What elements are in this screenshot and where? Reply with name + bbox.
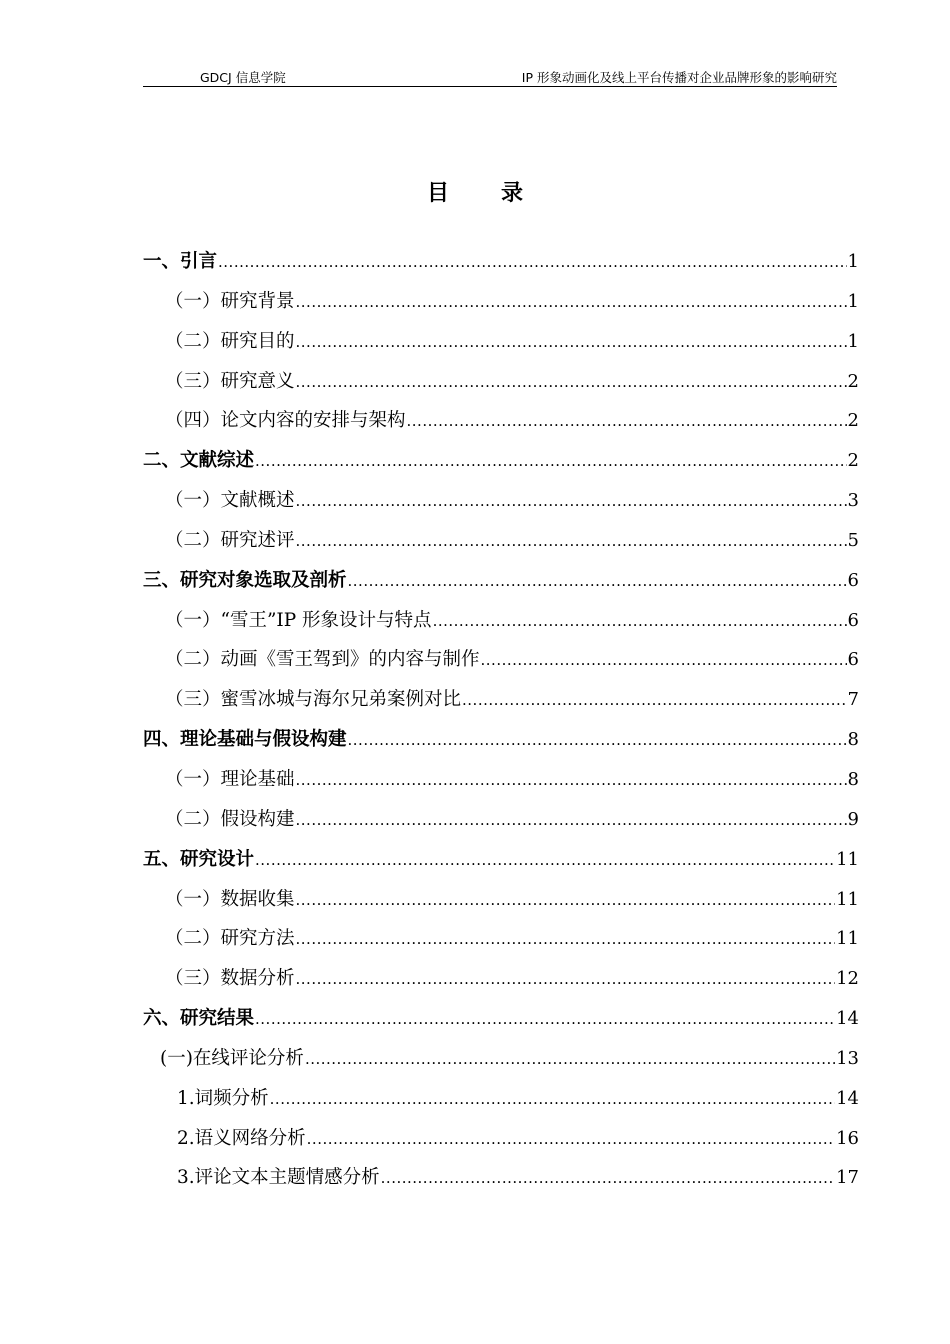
toc-entry-page: 8 <box>847 729 859 751</box>
toc-leader-dots <box>296 283 847 323</box>
toc-entry[interactable] <box>143 322 859 362</box>
toc-leader-dots <box>296 323 847 363</box>
toc-entry-label: 一、引言 <box>143 251 218 272</box>
toc-entry-page: 5 <box>847 529 859 551</box>
toc-leader-dots <box>433 602 847 642</box>
page-header <box>143 64 837 87</box>
toc-entry-page: 14 <box>836 1008 859 1030</box>
toc-entry-page: 2 <box>847 450 859 472</box>
toc-entry-label: 三、研究对象选取及剖析 <box>143 569 347 591</box>
toc-leader-dots <box>407 402 847 442</box>
table-of-contents <box>143 242 859 1198</box>
toc-entry-page: 1 <box>847 330 859 352</box>
toc-entry-label: 五、研究设计 <box>143 848 255 870</box>
toc-entry[interactable] <box>143 481 859 521</box>
toc-leader-dots <box>296 482 847 522</box>
toc-entry-page: 2 <box>847 370 859 392</box>
toc-entry[interactable] <box>143 601 859 641</box>
toc-title: 目录 <box>426 181 575 206</box>
toc-entry-label: （一）研究背景 <box>165 290 295 312</box>
toc-leader-dots <box>296 960 836 1000</box>
toc-entry-label: （一）理论基础 <box>165 768 295 790</box>
toc-entry-label: 四、理论基础与假设构建 <box>143 729 347 751</box>
toc-entry-page: 2 <box>847 410 859 432</box>
toc-entry[interactable] <box>143 880 859 920</box>
toc-entry[interactable] <box>143 521 859 561</box>
toc-entry-page: 13 <box>836 1047 859 1069</box>
toc-leader-dots <box>255 442 847 482</box>
toc-entry[interactable] <box>143 919 859 959</box>
toc-leader-dots <box>296 761 847 801</box>
toc-entry-label: 二、文献综述 <box>143 450 255 472</box>
toc-entry-page: 6 <box>847 649 859 671</box>
toc-leader-dots <box>255 1000 835 1040</box>
toc-entry-label: (一)在线评论分析 <box>160 1047 304 1069</box>
toc-entry-page: 6 <box>847 569 859 591</box>
toc-entry[interactable] <box>143 401 859 441</box>
toc-entry-label: （三）数据分析 <box>165 968 295 990</box>
toc-entry-label: 2.语义网络分析 <box>177 1127 306 1149</box>
toc-leader-dots <box>218 243 847 283</box>
toc-leader-dots <box>296 881 836 921</box>
toc-entry-page: 1 <box>847 290 859 312</box>
toc-entry-page: 6 <box>847 609 859 631</box>
toc-entry-page: 7 <box>847 689 859 711</box>
toc-entry-page: 16 <box>836 1127 859 1149</box>
toc-leader-dots <box>296 920 836 960</box>
toc-entry-label: （一）数据收集 <box>165 888 295 910</box>
toc-entry-page: 11 <box>836 848 859 870</box>
header-paper-title: IP 形象动画化及线上平台传播对企业品牌形象的影响研究 <box>521 70 837 85</box>
toc-leader-dots <box>348 721 847 761</box>
toc-entry[interactable] <box>143 640 859 680</box>
toc-entry[interactable] <box>143 242 859 282</box>
toc-leader-dots <box>348 562 847 602</box>
toc-entry-page: 11 <box>836 888 859 910</box>
toc-entry[interactable] <box>143 561 859 601</box>
toc-entry-label: （三）研究意义 <box>165 370 295 392</box>
toc-leader-dots <box>270 1080 835 1120</box>
toc-leader-dots <box>305 1040 835 1080</box>
toc-leader-dots <box>307 1120 835 1160</box>
toc-entry-label: （四）论文内容的安排与架构 <box>165 410 406 432</box>
toc-entry[interactable] <box>143 720 859 760</box>
toc-entry[interactable] <box>143 282 859 322</box>
toc-entry[interactable] <box>143 1158 859 1198</box>
toc-leader-dots <box>296 522 847 562</box>
toc-entry-page: 11 <box>836 928 859 950</box>
toc-entry-label: （二）假设构建 <box>165 808 295 830</box>
toc-entry[interactable] <box>143 362 859 402</box>
toc-entry-page: 9 <box>847 808 859 830</box>
toc-entry[interactable] <box>143 1079 859 1119</box>
toc-leader-dots <box>381 1159 835 1199</box>
toc-entry-label: （二）动画《雪王驾到》的内容与制作 <box>165 649 480 671</box>
toc-entry[interactable] <box>143 1039 859 1079</box>
toc-leader-dots <box>296 801 847 841</box>
toc-entry[interactable] <box>143 800 859 840</box>
toc-entry-page: 8 <box>847 768 859 790</box>
toc-leader-dots <box>296 363 847 403</box>
toc-leader-dots <box>255 841 835 881</box>
toc-entry-label: （三）蜜雪冰城与海尔兄弟案例对比 <box>165 689 462 711</box>
toc-entry-label: （二）研究方法 <box>165 928 295 950</box>
toc-entry-label: 3.评论文本主题情感分析 <box>177 1167 380 1189</box>
toc-entry-label: （二）研究目的 <box>165 330 295 352</box>
toc-entry[interactable] <box>143 959 859 999</box>
toc-entry-page: 3 <box>847 490 859 512</box>
toc-entry[interactable] <box>143 999 859 1039</box>
toc-entry-page: 14 <box>836 1087 859 1109</box>
header-institution: GDCJ 信息学院 <box>200 70 286 85</box>
toc-leader-dots <box>481 641 847 681</box>
toc-entry[interactable] <box>143 1119 859 1159</box>
toc-entry-label: 1.词频分析 <box>177 1087 269 1109</box>
toc-entry-label: （一）文献概述 <box>165 490 295 512</box>
toc-entry[interactable] <box>143 441 859 481</box>
toc-entry-label: （一）“雪王”IP 形象设计与特点 <box>165 609 432 631</box>
toc-entry[interactable] <box>143 760 859 800</box>
toc-entry[interactable] <box>143 840 859 880</box>
toc-entry-page: 12 <box>836 968 859 990</box>
toc-entry[interactable] <box>143 680 859 720</box>
toc-entry-page: 17 <box>836 1167 859 1189</box>
toc-entry-label: 六、研究结果 <box>143 1008 255 1030</box>
toc-entry-label: （二）研究述评 <box>165 529 295 551</box>
toc-leader-dots <box>462 681 847 721</box>
toc-entry-page: 1 <box>847 251 859 272</box>
